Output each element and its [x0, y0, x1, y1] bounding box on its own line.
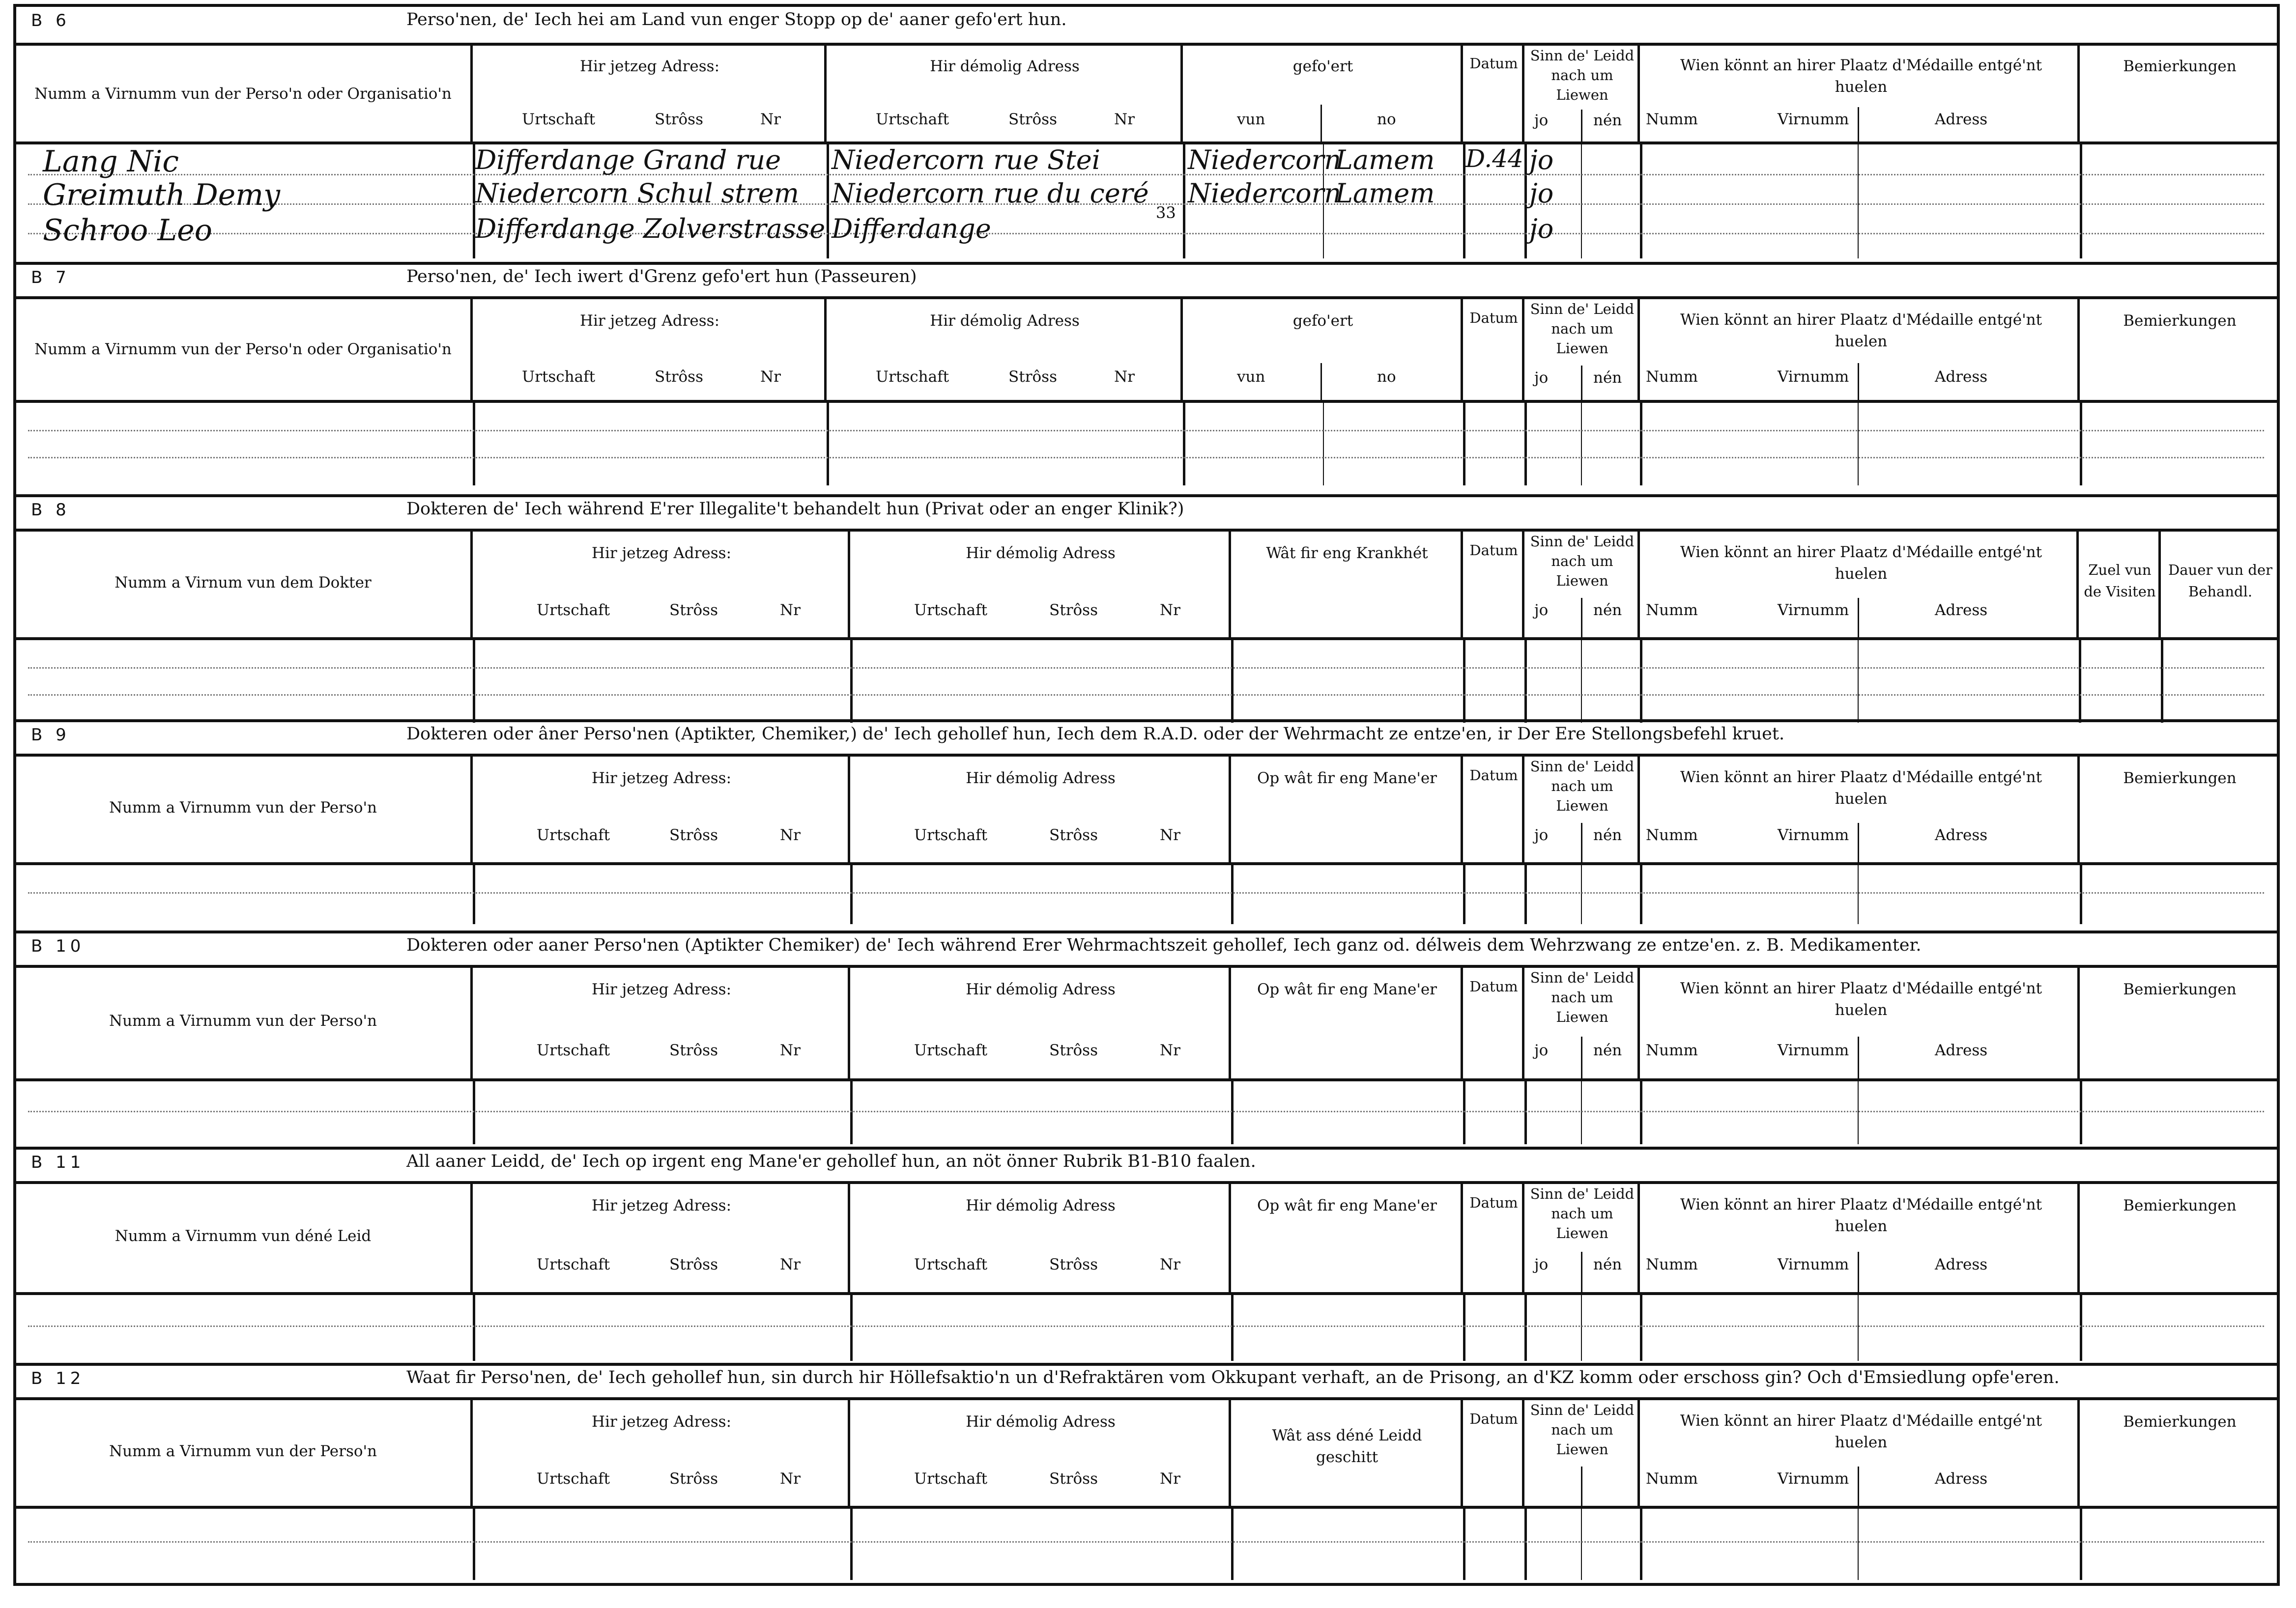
- col-name: Numm a Virnumm vun der Perso'n: [109, 799, 377, 817]
- sub-place: Urtschaft: [537, 826, 610, 844]
- col-name: Numm a Virnumm vun der Perso'n oder Organisatio'n: [34, 340, 452, 358]
- col-current-address: Hir jetzeg Adress:: [591, 769, 732, 787]
- entry-1-name: Lang Nic: [43, 144, 179, 179]
- col-alive: Sinn de' Leidd nach um Liewen: [1530, 301, 1635, 357]
- col-alive: Sinn de' Leidd nach um Liewen: [1530, 47, 1635, 103]
- sub-street: Strôss: [669, 601, 718, 619]
- entry-2-current: Niedercorn Schul strem: [475, 178, 799, 209]
- section-header: [13, 722, 2280, 757]
- sub-nr: Nr: [1160, 1042, 1180, 1059]
- sub-nr: Nr: [780, 1042, 801, 1059]
- sub-street: Strôss: [655, 368, 703, 386]
- col-alive: Sinn de' Leidd nach um Liewen: [1530, 969, 1635, 1025]
- alive-yes: jo: [1534, 601, 1549, 619]
- col-alive: Sinn de' Leidd nach um Liewen: [1530, 1185, 1635, 1241]
- section-header: [13, 7, 2280, 46]
- entry-1-alive: jo: [1529, 144, 1554, 175]
- sub-nr: Nr: [1160, 601, 1180, 619]
- col-previous-address: Hir démolig Adress: [930, 312, 1080, 330]
- col-previous-address: Hir démolig Adress: [966, 1413, 1116, 1431]
- col-manner: Op wât fir eng Mane'er: [1257, 1197, 1437, 1214]
- section-id: B 7: [31, 268, 70, 287]
- route-from: vun: [1237, 111, 1265, 128]
- col-route: gefo'ert: [1292, 312, 1353, 330]
- sub-numm: Numm: [1646, 111, 1698, 128]
- col-medal: Wien könnt an hirer Plaatz d'Médaille entgé'nt huelen: [1680, 543, 2042, 583]
- col-remarks: Bemierkungen: [2123, 1413, 2237, 1431]
- sub-nr: Nr: [780, 1256, 801, 1273]
- sub-place: Urtschaft: [876, 368, 949, 386]
- col-what-happened: Wât ass déné Leidd geschitt: [1272, 1427, 1422, 1466]
- sub-nr: Nr: [780, 601, 801, 619]
- col-date: Datum: [1469, 978, 1518, 995]
- sub-street: Strôss: [1008, 368, 1057, 386]
- col-remarks: Bemierkungen: [2123, 1197, 2237, 1214]
- col-date: Datum: [1469, 55, 1518, 72]
- alive-no: nén: [1593, 1256, 1622, 1273]
- alive-yes: jo: [1534, 1042, 1549, 1059]
- sub-place: Urtschaft: [914, 601, 988, 619]
- col-name: Numm a Virnumm vun der Perso'n: [109, 1012, 377, 1030]
- sub-adress: Adress: [1935, 826, 1988, 844]
- col-manner: Op wât fir eng Mane'er: [1257, 769, 1437, 787]
- sub-virnumm: Virnumm: [1778, 601, 1849, 619]
- sub-nr: Nr: [1160, 1256, 1180, 1273]
- sub-adress: Adress: [1935, 368, 1988, 386]
- sub-virnumm: Virnumm: [1778, 826, 1849, 844]
- entry-1-date: D.44: [1465, 144, 1523, 173]
- col-previous-address: Hir démolig Adress: [966, 544, 1116, 562]
- col-alive: Sinn de' Leidd nach um Liewen: [1530, 1402, 1635, 1458]
- sub-place: Urtschaft: [876, 111, 949, 128]
- col-name: Numm a Virnumm vun der Perso'n oder Organisatio'n: [34, 85, 452, 103]
- section-b9: [13, 719, 2280, 924]
- alive-yes: jo: [1534, 826, 1549, 844]
- section-id: B 8: [31, 500, 70, 520]
- sub-adress: Adress: [1935, 1470, 1988, 1488]
- sub-adress: Adress: [1935, 1256, 1988, 1273]
- entry-3-previous-nr: 33: [1156, 203, 1176, 222]
- section-id: B 10: [31, 936, 85, 956]
- col-medal: Wien könnt an hirer Plaatz d'Médaille entgé'nt huelen: [1680, 1196, 2042, 1235]
- section-title: Dokteren de' Iech während E'rer Illegalite't behandelt hun (Privat oder an enger Klinik?): [406, 499, 1184, 519]
- entry-rows: [13, 144, 2280, 258]
- route-to: no: [1377, 111, 1396, 128]
- col-duration: Dauer vun der Behandl.: [2168, 562, 2272, 600]
- sub-place: Urtschaft: [914, 1470, 988, 1488]
- sub-numm: Numm: [1646, 1042, 1698, 1059]
- col-previous-address: Hir démolig Adress: [930, 57, 1080, 75]
- col-current-address: Hir jetzeg Adress:: [591, 544, 732, 562]
- sub-virnumm: Virnumm: [1778, 111, 1849, 128]
- entry-rows: [13, 403, 2280, 485]
- alive-no: nén: [1593, 601, 1622, 619]
- sub-adress: Adress: [1935, 1042, 1988, 1059]
- sub-numm: Numm: [1646, 368, 1698, 386]
- col-alive: Sinn de' Leidd nach um Liewen: [1530, 533, 1635, 589]
- entry-1-previous: Niedercorn rue Stei: [832, 144, 1100, 175]
- section-header: [13, 1150, 2280, 1184]
- sub-adress: Adress: [1935, 601, 1988, 619]
- col-medal: Wien könnt an hirer Plaatz d'Médaille entgé'nt huelen: [1680, 980, 2042, 1019]
- section-b12: [13, 1363, 2280, 1580]
- sub-nr: Nr: [1114, 111, 1135, 128]
- alive-yes: jo: [1534, 112, 1549, 129]
- entry-3-alive: jo: [1529, 213, 1554, 244]
- col-route: gefo'ert: [1292, 57, 1353, 75]
- col-date: Datum: [1469, 1194, 1518, 1211]
- column-header: [13, 968, 2280, 1081]
- col-alive: Sinn de' Leidd nach um Liewen: [1530, 758, 1635, 814]
- entry-1-from: Niedercorn: [1188, 144, 1342, 175]
- section-header: [13, 1366, 2280, 1400]
- sub-numm: Numm: [1646, 601, 1698, 619]
- col-remarks: Bemierkungen: [2123, 312, 2237, 330]
- entry-3-current: Differdange Zolverstrasse: [475, 213, 826, 244]
- sub-nr: Nr: [760, 111, 781, 128]
- section-id: B 6: [31, 11, 70, 30]
- col-current-address: Hir jetzeg Adress:: [591, 1413, 732, 1431]
- col-current-address: Hir jetzeg Adress:: [579, 312, 720, 330]
- sub-street: Strôss: [669, 826, 718, 844]
- section-title: Dokteren oder aaner Perso'nen (Aptikter Chemiker) de' Iech während Erer Wehrmachtszeit gehollef, Iech ganz od. délweis dem Wehrzwang ze entze'en. z. B. Medikamenter.: [406, 935, 1922, 955]
- sub-place: Urtschaft: [537, 1470, 610, 1488]
- sub-nr: Nr: [1160, 1470, 1180, 1488]
- section-title: All aaner Leidd, de' Iech op irgent eng Mane'er gehollef hun, an nöt önner Rubrik B1-B10 faalen.: [406, 1152, 1256, 1171]
- col-illness: Wât fir eng Krankhét: [1266, 544, 1428, 562]
- alive-yes: jo: [1534, 369, 1549, 387]
- col-name: Numm a Virnumm vun déné Leid: [115, 1227, 372, 1245]
- col-name: Numm a Virnum vun dem Dokter: [115, 574, 372, 592]
- col-date: Datum: [1469, 542, 1518, 559]
- column-header: [13, 46, 2280, 144]
- section-title: Waat fir Perso'nen, de' Iech gehollef hun, sin durch hir Höllefsaktio'n un d'Refraktären vom Okkupant verhaft, an de Prisong, an d'KZ komm oder erschoss gin? Och d'Emsiedlung opfe'eren.: [406, 1368, 2060, 1387]
- alive-no: nén: [1593, 826, 1622, 844]
- entry-2-previous: Niedercorn rue du ceré: [832, 178, 1149, 209]
- sub-nr: Nr: [780, 826, 801, 844]
- sub-virnumm: Virnumm: [1778, 1470, 1849, 1488]
- column-header: [13, 1400, 2280, 1509]
- col-current-address: Hir jetzeg Adress:: [591, 981, 732, 998]
- column-header: [13, 1184, 2280, 1295]
- sub-place: Urtschaft: [537, 601, 610, 619]
- col-medal: Wien könnt an hirer Plaatz d'Médaille entgé'nt huelen: [1680, 311, 2042, 350]
- column-header: [13, 757, 2280, 865]
- sub-numm: Numm: [1646, 1470, 1698, 1488]
- sub-street: Strôss: [655, 111, 703, 128]
- column-header: [13, 532, 2280, 640]
- col-current-address: Hir jetzeg Adress:: [579, 57, 720, 75]
- sub-virnumm: Virnumm: [1778, 1042, 1849, 1059]
- col-previous-address: Hir démolig Adress: [966, 1197, 1116, 1214]
- entry-rows: [13, 1509, 2280, 1580]
- sub-street: Strôss: [1049, 601, 1098, 619]
- section-header: [13, 497, 2280, 532]
- entry-3-previous: Differdange: [832, 213, 991, 244]
- section-b7: [13, 262, 2280, 485]
- section-b10: [13, 931, 2280, 1144]
- col-manner: Op wât fir eng Mane'er: [1257, 981, 1437, 998]
- sub-nr: Nr: [1114, 368, 1135, 386]
- route-to: no: [1377, 368, 1396, 386]
- sub-street: Strôss: [1008, 111, 1057, 128]
- sub-street: Strôss: [669, 1042, 718, 1059]
- route-from: vun: [1237, 368, 1265, 386]
- section-id: B 12: [31, 1369, 85, 1388]
- sub-nr: Nr: [1160, 826, 1180, 844]
- section-id: B 11: [31, 1153, 85, 1172]
- entry-2-from: Niedercorn: [1188, 178, 1342, 209]
- col-date: Datum: [1469, 310, 1518, 326]
- sub-street: Strôss: [1049, 1256, 1098, 1273]
- col-date: Datum: [1469, 1411, 1518, 1427]
- sub-nr: Nr: [780, 1470, 801, 1488]
- sub-adress: Adress: [1935, 111, 1988, 128]
- sub-virnumm: Virnumm: [1778, 368, 1849, 386]
- sub-street: Strôss: [1049, 826, 1098, 844]
- col-previous-address: Hir démolig Adress: [966, 981, 1116, 998]
- section-title: Perso'nen, de' Iech iwert d'Grenz gefo'ert hun (Passeuren): [406, 267, 917, 286]
- entry-rows: [13, 865, 2280, 924]
- col-medal: Wien könnt an hirer Plaatz d'Médaille entgé'nt huelen: [1680, 56, 2042, 96]
- sub-place: Urtschaft: [914, 1256, 988, 1273]
- alive-no: nén: [1593, 369, 1622, 387]
- col-remarks: Bemierkungen: [2123, 769, 2237, 787]
- col-remarks: Bemierkungen: [2123, 981, 2237, 998]
- sub-place: Urtschaft: [914, 1042, 988, 1059]
- sub-numm: Numm: [1646, 1256, 1698, 1273]
- section-header: [13, 265, 2280, 299]
- sub-place: Urtschaft: [522, 368, 596, 386]
- col-medal: Wien könnt an hirer Plaatz d'Médaille entgé'nt huelen: [1680, 1412, 2042, 1451]
- sub-place: Urtschaft: [537, 1042, 610, 1059]
- sub-place: Urtschaft: [537, 1256, 610, 1273]
- col-date: Datum: [1469, 767, 1518, 784]
- sub-virnumm: Virnumm: [1778, 1256, 1849, 1273]
- entry-1-to: Lamem: [1335, 144, 1435, 175]
- section-b11: [13, 1147, 2280, 1361]
- section-title: Perso'nen, de' Iech hei am Land vun enger Stopp op de' aaner gefo'ert hun.: [406, 10, 1067, 29]
- section-title: Dokteren oder âner Perso'nen (Aptikter, Chemiker,) de' Iech gehollef hun, Iech dem R.A.D. oder der Wehrmacht ze entze'en, ir Der Ere Stellongsbefehl kruet.: [406, 724, 1785, 744]
- column-header: [13, 299, 2280, 403]
- alive-no: nén: [1593, 112, 1622, 129]
- col-current-address: Hir jetzeg Adress:: [591, 1197, 732, 1214]
- section-id: B 9: [31, 725, 70, 745]
- sub-street: Strôss: [669, 1470, 718, 1488]
- section-b8: [13, 494, 2280, 723]
- sub-numm: Numm: [1646, 826, 1698, 844]
- section-b6: [13, 7, 2280, 258]
- col-medal: Wien könnt an hirer Plaatz d'Médaille entgé'nt huelen: [1680, 768, 2042, 808]
- sub-place: Urtschaft: [914, 826, 988, 844]
- sub-place: Urtschaft: [522, 111, 596, 128]
- entry-2-alive: jo: [1529, 178, 1554, 209]
- col-remarks: Bemierkungen: [2123, 57, 2237, 75]
- sub-street: Strôss: [669, 1256, 718, 1273]
- entry-1-current: Differdange Grand rue: [475, 144, 781, 175]
- entry-2-name: Greimuth Demy: [43, 178, 281, 212]
- entry-3-name: Schroo Leo: [43, 213, 212, 248]
- entry-rows: [13, 640, 2280, 723]
- entry-rows: [13, 1081, 2280, 1144]
- col-name: Numm a Virnumm vun der Perso'n: [109, 1442, 377, 1460]
- section-header: [13, 933, 2280, 968]
- col-previous-address: Hir démolig Adress: [966, 769, 1116, 787]
- entry-rows: [13, 1295, 2280, 1361]
- sub-nr: Nr: [760, 368, 781, 386]
- entry-2-to: Lamem: [1335, 178, 1435, 209]
- alive-no: nén: [1593, 1042, 1622, 1059]
- alive-yes: jo: [1534, 1256, 1549, 1273]
- col-visits: Zuel vun de Visiten: [2084, 562, 2156, 600]
- sub-street: Strôss: [1049, 1042, 1098, 1059]
- sub-street: Strôss: [1049, 1470, 1098, 1488]
